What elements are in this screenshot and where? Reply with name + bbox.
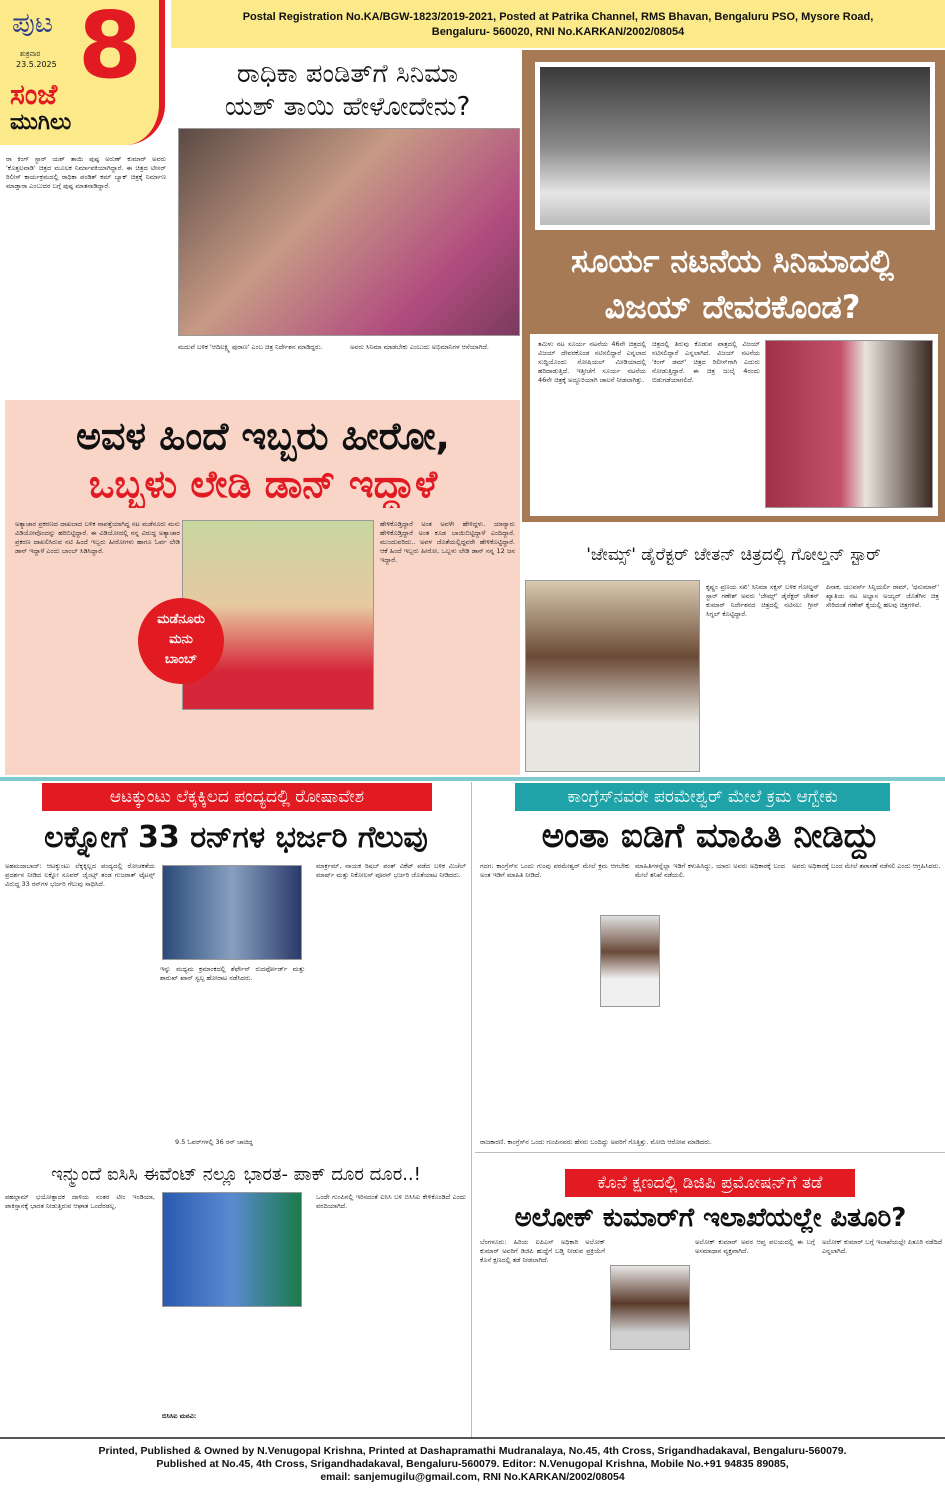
parameshwar-col-1: ಗದಗ: ಕಾಂಗ್ರೆಸ್‌ನ ಒಂದು ಗುಂಪು ಪರಮೇಶ್ವರ್ ಮೇಲೆ ಕ್ರಮ ಆಗಬೇಕು ಅಂತ ಇಡಿಗೆ ಮಾಹಿತಿ ನೀಡಿದೆ.	[480, 862, 630, 879]
divider	[475, 1152, 945, 1153]
parameshwar-last-line: ರಾಜಕಾರಣಿ. ಕಾಂಗ್ರೆಸ್‌ನ ಒಂದು ಗುಂಪಿನವರು ಹೆಸರು ಬಂದಿದ್ದು ಅವರಿಗೆ ಗೊತ್ತಿತ್ತು. ಮೋದಿ ಆರೋಪ ಮಾಡಿದರು.	[480, 1138, 712, 1146]
james-photo	[525, 580, 700, 772]
james-col-2: ಪಿನಾಕ, ಯುವರ್ಸ್ ಸಿನ್ಸಿಯರ್ಲಿ ರಾಮ್, 'ಧನುಮಾನ್' ಖ್ಯಾತಿಯ ನಟ ಅಭ್ಯಾಸ ಅಯ್ಯರ್ ಜೊತೆಗಿನ ಚಿತ್ರ ಸೇರಿದಂತೆ ಗಣೇಶ್ ಕೈಯಲ್ಲಿ ಹಲವು ಚಿತ್ರಗಳಿವೆ.	[826, 583, 939, 609]
postal-line-2: Bengaluru- 560020, RNI No.KARKAN/2002/08054	[431, 26, 685, 38]
vijay-headline	[525, 238, 940, 330]
parameshwar-col-2: ಮಾಹಿತಿಗಳನ್ನೆಲ್ಲಾ ಇಡಿಗೆ ಕಳುಹಿಸಿದ್ದು, ಯಾರು ಅವರು ಅಧಿಕಾರಕ್ಕೆ ಬಂದ ಮೇಲೆ ತನಿಖೆ ನಡೆಯಲಿ.	[635, 862, 785, 879]
vijay-photo	[765, 340, 933, 508]
footer-line-1: Printed, Published & Owned by N.Venugopal Krishna, Printed at Dashapramathi Mudranalaya, No.45, 4th Cross, Srigandhadakaval, Bengaluru-560079.	[98, 1445, 847, 1457]
date: 23.5.2025	[16, 60, 57, 69]
badge-line-3: ಬಾಂಬ್	[164, 652, 198, 667]
aval-col-1: ಅತ್ಯಾಚಾರ ಪ್ರಕರಣದ ದಾಖಲಾದ ಬಳಿಕ ನಾಪತ್ತೆಯಾಗಿದ್ದ ನಟ ಮಡೆನೂರು ಮನು ವಿಡಿಯೋವೊಂದನ್ನು ಹರಿಬಿಟ್ಟಿದ್ದಾರೆ. ಈ ವಿಡಿಯೋದಲ್ಲಿ ನನ್ನ ವಿರುದ್ಧ ಅತ್ಯಾಚಾರ ಪ್ರಕರಣ ದಾಖಲಿಸಿರುವ ನಟಿ ಹಿಂದೆ ಇಬ್ಬರು ಹೀರೋಗಳು ಹಾಗೂ ಓರ್ವ ಲೇಡಿ ಡಾನ್ ಇದ್ದಾಳೆ ಎಂದು ಬಾಂಬ್ ಸಿಡಿಸಿದ್ದಾರೆ.	[15, 520, 180, 555]
column-divider	[471, 782, 472, 1437]
vijay-photo-top	[535, 62, 935, 230]
lucknow-col-1: ಅಹಮದಾಬಾದ್: ಆಟಕ್ಕುಂಟು ಲೆಕ್ಕಕ್ಕಿಲ್ಲದ ಪಂದ್ಯದಲ್ಲಿ ರೋಚಕತೆಯ ಪ್ರದರ್ಶನ ನೀಡಿದ ಲಕ್ನೋ ಸೂಪರ್ ಜೈಂಟ್ಸ್ ತಂಡ ಗುಜರಾತ್ ಟೈಟನ್ಸ್ ವಿರುದ್ಧ 33 ರನ್‌ಗಳ ಭರ್ಜರಿ ಗೆಲುವು ಸಾಧಿಸಿದೆ.	[5, 862, 155, 888]
parameshwar-banner: ಕಾಂಗ್ರೆಸ್‌ನವರೇ ಪರಮೇಶ್ವರ್ ಮೇಲೆ ಕ್ರಮ ಆಗ್ಬೇಕು	[515, 783, 890, 811]
icc-headline: ಇನ್ಮುಂದೆ ಐಸಿಸಿ ಈವೆಂಟ್ ನಲ್ಲೂ ಭಾರತ- ಪಾಕ್ ದೂರ ದೂರ..!	[51, 1164, 421, 1185]
alok-photo	[610, 1265, 690, 1350]
icc-col3-label: ಬಿಸಿಸಿಐ ಮನವಿ:	[162, 1412, 197, 1420]
icc-col-1: ಪಹಲ್ಗಾಮ್ ಭಯೋತ್ಪಾದಕ ದಾಳಿಯ ನಂತರ ಟೀಂ ಇಂಡಿಯಾ, ಪಾಕಿಸ್ತಾನಕ್ಕೆ ಭಾರತ ನೀಡುತ್ತಿರುವ ಆಘಾತ ಒಂದೆರಡಲ್ಲ.	[5, 1193, 155, 1210]
aval-badge	[138, 598, 224, 684]
footer-rule	[0, 1437, 945, 1439]
aval-headline	[8, 412, 518, 508]
lucknow-banner: ಆಟಕ್ಕುಂಟು ಲೆಕ್ಕಕ್ಕಿಲದ ಪಂದ್ಯದಲ್ಲಿ ರೋಷಾವೇಶ	[42, 783, 432, 811]
lucknow-photo	[162, 865, 302, 960]
section-divider	[0, 777, 945, 781]
vijay-headline-2: ವಿಜಯ್ ದೇವರಕೊಂಡ?	[604, 288, 861, 326]
paper-name-1: ಸಂಜೆ	[10, 78, 58, 111]
radhika-photo	[178, 128, 520, 336]
footer-line-3: email: sanjemugilu@gmail.com, RNI No.KARKAN/2002/08054	[320, 1471, 625, 1483]
radhika-caption-2: ಅವರು ಸಿನಿಮಾ ಮಾಡಬೇಕು ಎಂಬುದು ಅಭಿಮಾನಿಗಳ ಆಸೆಯಾಗಿದೆ.	[350, 343, 489, 351]
day: ಶುಕ್ರವಾರ	[20, 50, 41, 58]
vijay-col-2: ಚಿತ್ರದಲ್ಲಿ ತಿರುವು ಕೊಡುವ ಪಾತ್ರದಲ್ಲಿ ವಿಜಯ್ ನಟಿಸಲಿದ್ದಾರೆ ಎನ್ನಲಾಗಿದೆ. ವಿಜಯ್ ನಟನೆಯ 'ಕಿಂಗ್ ಡಮ್' ಚಿತ್ರದ ರಿಲೀಸ್‌ಗಾಗಿ ಎದುರು ನೋಡುತ್ತಿದ್ದಾರೆ. ಈ ಚಿತ್ರ ಜುಲೈ 4ರಂದು ಬಿಡುಗಡೆಯಾಗಲಿದೆ.	[652, 340, 760, 384]
vijay-col-1: ತಮಿಳು ನಟ ಸೂರ್ಯ ನಟನೆಯ 46ನೇ ಚಿತ್ರದಲ್ಲಿ ವಿಜಯ್ ದೇವರಕೊಂಡ ನಟಿಸಲಿದ್ದಾರೆ ಎನ್ನಲಾದ ಸುದ್ದಿಯೊಂದು ಸೋಷಿಯಲ್ ಮೀಡಿಯಾದಲ್ಲಿ ಹರಿದಾಡುತ್ತಿದೆ. ಇತ್ತೀಚೆಗೆ ಸೂರ್ಯ ನಟನೆಯ 46ನೇ ಚಿತ್ರಕ್ಕೆ ಅದ್ದೂರಿಯಾಗಿ ಚಾಲನೆ ನೀಡಲಾಗಿತ್ತು.	[538, 340, 646, 384]
lucknow-stat: 9.5 ಓವರ್‌ಗಳಲ್ಲಿ 36 ರನ್ ಚಾಚಿದ್ದ	[175, 1138, 253, 1146]
badge-line-2: ಮನು	[169, 632, 193, 647]
footer-line-2: Published at No.45, 4th Cross, Srigandhadakaval, Bengaluru-560079. Editor: N.Venugopal Krishna, Mobile No.+91 94835 89085,	[156, 1458, 789, 1470]
alok-col-2: ಅಲೋಕ್ ಕುಮಾರ್ ಅವರ ಆಪ್ತ ವಲಯದಲ್ಲಿ ಈ ಬಗ್ಗೆ ಅಸಮಾಧಾನ ವ್ಯಕ್ತವಾಗಿದೆ.	[695, 1238, 815, 1255]
aval-headline-1: ಅವಳ ಹಿಂದೆ ಇಬ್ಬರು ಹೀರೋ,	[75, 414, 450, 458]
alok-col-1: ಬೆಂಗಳೂರು: ಹಿರಿಯ ಐಪಿಎಸ್ ಅಧಿಕಾರಿ ಅಲೋಕ್ ಕುಮಾರ್ ಅವರಿಗೆ ಡಿಜಿಪಿ ಹುದ್ದೆಗೆ ಬಡ್ತಿ ನೀಡುವ ಪ್ರಕ್ರಿಯೆಗೆ ಕೊನೆ ಕ್ಷಣದಲ್ಲಿ ತಡೆ ನೀಡಲಾಗಿದೆ.	[480, 1238, 605, 1264]
radhika-headline-2: ಯಶ್ ತಾಯಿ ಹೇಳೋದೇನು?	[224, 92, 471, 122]
postal-line-1: Postal Registration No.KA/BGW-1823/2019-2021, Posted at Patrika Channel, RMS Bhavan, Bengaluru PSO, Mysore Road,	[242, 11, 874, 23]
james-headline: 'ಜೇಮ್ಸ್' ಡೈರೆಕ್ಟರ್ ಚೇತನ್ ಚಿತ್ರದಲ್ಲಿ ಗೋಲ್ಡನ್ ಸ್ಟಾರ್	[586, 545, 881, 565]
page-number: 8	[78, 0, 143, 99]
icc-photo	[162, 1192, 302, 1307]
badge-line-1: ಮಡೆನೂರು	[157, 612, 205, 627]
lucknow-headline: ಲಕ್ನೋಗೆ 33 ರನ್‌ಗಳ ಭರ್ಜರಿ ಗೆಲುವು	[44, 820, 428, 855]
postal-header	[171, 0, 945, 48]
alok-col-3: ಅಲೋಕ್ ಕುಮಾರ್ ಬಗ್ಗೆ ಇಲಾಖೆಯಲ್ಲೇ ಪಿತೂರಿ ನಡೆದಿದೆ ಎನ್ನಲಾಗಿದೆ.	[822, 1238, 942, 1255]
parameshwar-col-3: ಅವರು ಅಧಿಕಾರಕ್ಕೆ ಬಂದ ಮೇಲೆ ತಪಾಸಣೆ ನಡೆಸಲಿ ಎಂದು ಆಗ್ರಹಿಸಿದರು.	[792, 862, 941, 870]
radhika-lead: ರಾ ಕಿಂಗ್ ಸ್ಟಾರ್ ಯಶ್ ತಾಯಿ ಪುಷ್ಪ ಅರುಣ್ ಕುಮಾರ್ ಅವರು 'ಕೊತ್ತಲವಾಡಿ' ಚಿತ್ರದ ಮೂಲಕ ನಿರ್ಮಾಪಕಿಯಾಗಿದ್ದಾರೆ. ಈ ಚಿತ್ರದ ಟೀಸರ್ ರಿಲೀಸ್ ಕಾರ್ಯಕ್ರಮದಲ್ಲಿ ರಾಧಿಕಾ ಪಂಡಿತ್ ಕಮ್ ಬ್ಯಾಕ್ ಚಿತ್ರಕ್ಕೆ ನಿರ್ಮಾಣ ಮಾಡ್ತಾರಾ ಎಂಬುದರ ಬಗ್ಗೆ ಪುಷ್ಪ ಮಾತನಾಡಿದ್ದಾರೆ.	[6, 155, 166, 190]
lucknow-col-2: ಮಾರ್ಕ್ರಮ್, ನಾಯಕ ರಿಷಬ್ ಪಂತ್ ವಿಕೆಟ್ ಪಡೆದ ಬಳಿಕ ಮಿಚೆಲ್ ಮಾರ್ಷ್ ಮತ್ತು ನಿಕೋಲಸ್ ಪೂರನ್ ಭರ್ಜರಿ ಜೊತೆಯಾಟ ನೀಡಿದರು.	[316, 862, 466, 879]
parameshwar-headline: ಅಂತಾ ಐಡಿಗೆ ಮಾಹಿತಿ ನೀಡಿದ್ದು	[541, 816, 880, 856]
aval-col-2: ಹೇಳಿಕೊಡ್ತಿದ್ದಾರೆ ಅಂತ ಅವಳೇ ಹೇಳಿದ್ದಳು. ಯಾರ್‍ಯಾರು ಹೇಳಿಕೊಡ್ತಿದ್ದಾರೆ ಅಂತ ಕೂಡ ಬಾಯಿಬಿಟ್ಟಿದ್ದಾಳೆ ಎಂದಿದ್ದಾರೆ. ಮುಂದುವರಿದು.. ಅವಳ ಜೊತೆಯಲ್ಲಿದ್ದವರೇ ಹೇಳಿಕೊಟ್ಟಿದ್ದಾರೆ. ಆಕೆ ಹಿಂದೆ ಇಬ್ಬರು ಹೀರೋ, ಒಬ್ಬಳು ಲೇಡಿ ಡಾನ್ ನನ್ನ 12 ಜನ ಇದ್ದಾರೆ.	[380, 520, 515, 564]
aval-headline-2: ಒಬ್ಬಳು ಲೇಡಿ ಡಾನ್ ಇದ್ದಾಳೆ	[88, 462, 438, 506]
paper-name-2: ಮುಗಿಲು	[10, 110, 72, 135]
vijay-headline-1: ಸೂರ್ಯ ನಟನೆಯ ಸಿನಿಮಾದಲ್ಲಿ	[571, 242, 894, 280]
icc-col-2: ಒಂದೇ ಗುಂಪಿನಲ್ಲಿ ಇರಿಸದಂತೆ ಐಸಿಸಿ ಬಳಿ ಬಿಸಿಸಿಐ ಕೇಳಿಕೊಂಡಿದೆ ಎಂದು ವರದಿಯಾಗಿದೆ.	[316, 1193, 466, 1210]
alok-banner: ಕೊನೆ ಕ್ಷಣದಲ್ಲಿ ಡಿಜಿಪಿ ಪ್ರಮೋಷನ್‌ಗೆ ತಡೆ	[565, 1169, 855, 1197]
alok-headline: ಅಲೋಕ್ ಕುಮಾರ್‌ಗೆ ಇಲಾಖೆಯಲ್ಲೇ ಪಿತೂರಿ?	[514, 1203, 907, 1233]
masthead	[0, 0, 165, 145]
lucknow-col-3: ಇನ್ನು ಮಧ್ಯಮ ಕ್ರಮಾಂಕದಲ್ಲಿ ಶೆರ್ಫೇನ್ ರುದರ್ಫೋರ್ಡ್ ಮತ್ತು ಶಾರುಖ್ ಖಾನ್ ಸ್ವಲ್ಪ ಹೋರಾಟ ನಡೆಸಿದರು.	[160, 965, 305, 982]
radhika-headline	[175, 58, 520, 124]
radhika-caption-1: ಮದುವೆ ಬಳಿಕ 'ಆದಿಲಕ್ಷ್ಮಿ ಪುರಾಣ' ಎಂಬ ಚಿತ್ರ ನಿರ್ದೇಶನ ಮಾಡಿದ್ದರು.	[178, 343, 323, 351]
footer	[0, 1445, 945, 1484]
radhika-headline-1: ರಾಧಿಕಾ ಪಂಡಿತ್‌ಗೆ ಸಿನಿಮಾ	[236, 59, 459, 89]
james-col-1: ಕೃಷ್ಣಂ ಪ್ರಣಯ ಸಖಿ' ಸಿನಿಮಾ ಸಕ್ಸಸ್ ಬಳಿಕ ಗೋಲ್ಡನ್ ಸ್ಟಾರ್ ಗಣೇಶ್ ಅವರು 'ಜೇಮ್ಸ್' ಡೈರೆಕ್ಟರ್ ಚೇತನ್ ಕುಮಾರ್ ನಿರ್ದೇಶನದ ಚಿತ್ರದಲ್ಲಿ ನಟಿಸಲು ಗ್ರೀನ್ ಸಿಗ್ನಲ್ ಕೊಟ್ಟಿದ್ದಾರೆ.	[706, 583, 819, 618]
page-word: ಪುಟ	[12, 6, 54, 39]
